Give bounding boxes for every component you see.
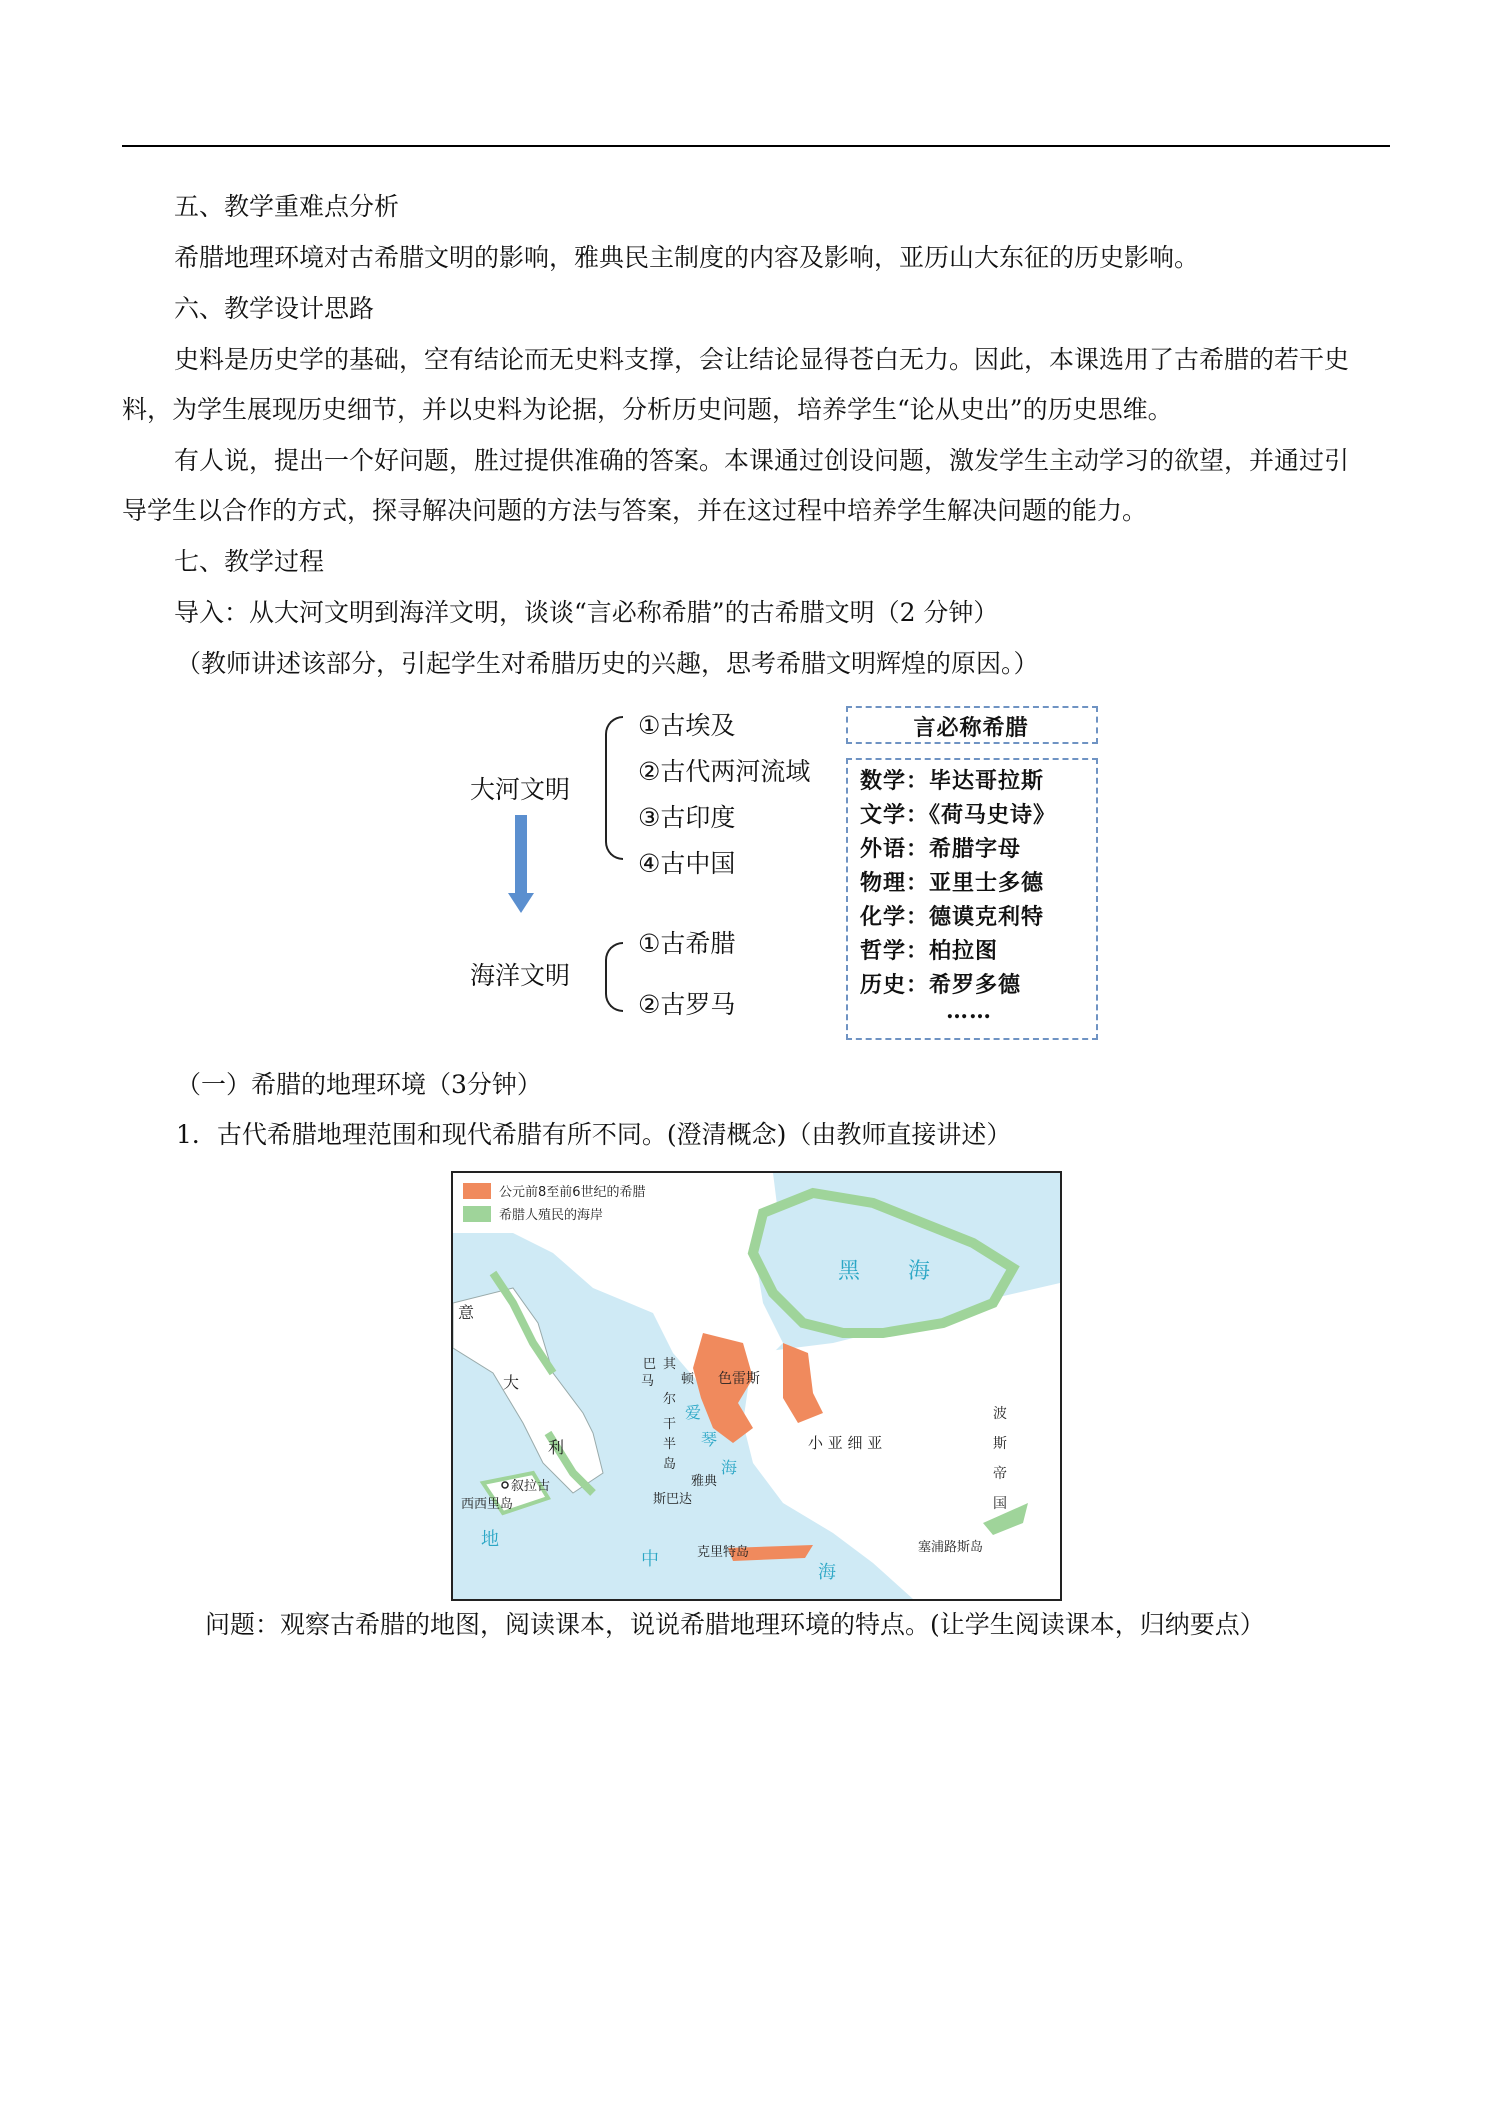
- intro-note: （教师讲述该部分，引起学生对希腊历史的兴趣，思考希腊文明辉煌的原因。）: [176, 649, 1039, 678]
- achievement-chemistry: 化学：德谟克利特: [860, 904, 1045, 930]
- label-italy-1: 意: [458, 1303, 475, 1322]
- map-legend: [453, 1173, 663, 1233]
- paragraph-design-1: 史料是历史学的基础，空有结论而无史料支撑，会让结论显得苍白无力。因此，本课选用了古希腊的若干史料，为学生展现历史细节，并以史料为论据，分析历史问题，培养学生“论从史出”的历史思维。: [122, 345, 1350, 424]
- achievement-language: 外语：希腊字母: [860, 836, 1022, 862]
- label-crete: 克里特岛: [697, 1545, 750, 1560]
- river-item-2: ②古代两河流域: [638, 757, 811, 786]
- river-brace: [605, 716, 623, 860]
- achievement-physics: 物理：亚里士多德: [860, 870, 1045, 896]
- label-macedonia-1: 马: [641, 1374, 655, 1389]
- label-thrace: 色雷斯: [718, 1371, 760, 1387]
- legend-greece: 公元前8至前6世纪的希腊: [499, 1185, 646, 1200]
- achievement-ellipsis: ……: [946, 998, 992, 1024]
- ocean-civ-label: 海洋文明: [470, 961, 571, 990]
- legend-swatch-colony: [463, 1206, 491, 1222]
- label-persia-1: 波: [993, 1406, 1007, 1422]
- label-syracuse: 叙拉古: [511, 1479, 551, 1494]
- label-black-1: 黑: [838, 1259, 861, 1284]
- label-med-1: 地: [481, 1529, 499, 1550]
- heading-7: 七、教学过程: [174, 547, 325, 576]
- label-sparta: 斯巴达: [653, 1492, 693, 1507]
- intro-line: 导入：从大河文明到海洋文明，谈谈“言必称希腊”的古希腊文明（2 分钟）: [174, 598, 999, 627]
- river-item-3: ③古印度: [638, 803, 736, 832]
- river-item-1: ①古埃及: [638, 711, 736, 740]
- achievement-philosophy: 哲学：柏拉图: [860, 938, 999, 964]
- ancient-greece-map: [451, 1171, 1062, 1601]
- river-civ-label: 大河文明: [470, 775, 571, 804]
- paragraph-design-2: 有人说，提出一个好问题，胜过提供准确的答案。本课通过创设问题，激发学生主动学习的欲望，并通过引导学生以合作的方式，探寻解决问题的方法与答案，并在这过程中培养学生解决问题的能力。: [122, 446, 1350, 525]
- legend-colony: 希腊人殖民的海岸: [499, 1208, 604, 1223]
- label-macedonia-2: 其: [663, 1357, 677, 1372]
- label-aegean-3: 海: [721, 1458, 738, 1477]
- label-balkan-1: 巴: [643, 1357, 657, 1372]
- item-1: 1．古代希腊地理范围和现代希腊有所不同。(澄清概念)（由教师直接讲述）: [176, 1120, 1012, 1149]
- label-aegean-2: 琴: [701, 1430, 718, 1449]
- achievement-history: 历史：希罗多德: [860, 972, 1022, 998]
- paragraph-key-points: 希腊地理环境对古希腊文明的影响，雅典民主制度的内容及影响，亚历山大东征的历史影响。: [174, 243, 1200, 272]
- label-balkan-2: 尔: [663, 1392, 677, 1407]
- label-aegean-1: 爱: [685, 1403, 702, 1422]
- label-persia-4: 国: [993, 1496, 1007, 1512]
- label-sicily: 西西里岛: [461, 1497, 514, 1512]
- ocean-item-2: ②古罗马: [638, 990, 736, 1019]
- legend-swatch-greece: [463, 1183, 491, 1199]
- label-med-3: 海: [818, 1562, 836, 1583]
- ocean-item-1: ①古希腊: [638, 929, 736, 958]
- label-balkan-5: 岛: [663, 1457, 677, 1472]
- header-rule: [122, 145, 1390, 147]
- label-persia-2: 斯: [993, 1436, 1007, 1452]
- label-med-2: 中: [641, 1549, 659, 1570]
- achievement-literature: 文学：《荷马史诗》: [860, 802, 1057, 828]
- black-sea: [753, 1193, 1013, 1333]
- greece-region: [693, 1333, 753, 1443]
- label-asia-minor: 小 亚 细 亚: [808, 1434, 883, 1452]
- label-black-2: 海: [908, 1259, 931, 1284]
- ocean-brace: [605, 942, 623, 1012]
- achievement-math: 数学：毕达哥拉斯: [860, 768, 1045, 794]
- heading-5: 五、教学重难点分析: [174, 192, 400, 221]
- label-cyprus: 塞浦路斯岛: [918, 1540, 984, 1555]
- label-italy-3: 利: [548, 1438, 565, 1457]
- question-line: 问题：观察古希腊的地图，阅读课本，说说希腊地理环境的特点。(让学生阅读课本，归纳要点）: [205, 1610, 1265, 1639]
- label-persia-3: 帝: [993, 1466, 1007, 1482]
- label-balkan-4: 半: [663, 1437, 677, 1452]
- heading-6: 六、教学设计思路: [174, 294, 375, 323]
- greece-box-title: 言必称希腊: [913, 715, 1029, 741]
- section-geography: （一）希腊的地理环境（3分钟）: [176, 1070, 542, 1099]
- down-arrow-icon: [508, 815, 534, 915]
- label-macedonia-3: 顿: [681, 1372, 695, 1387]
- river-item-4: ④古中国: [638, 849, 736, 878]
- label-athens: 雅典: [691, 1474, 718, 1489]
- label-italy-2: 大: [503, 1373, 520, 1392]
- label-balkan-3: 干: [663, 1417, 677, 1432]
- italy-land: [453, 1288, 603, 1493]
